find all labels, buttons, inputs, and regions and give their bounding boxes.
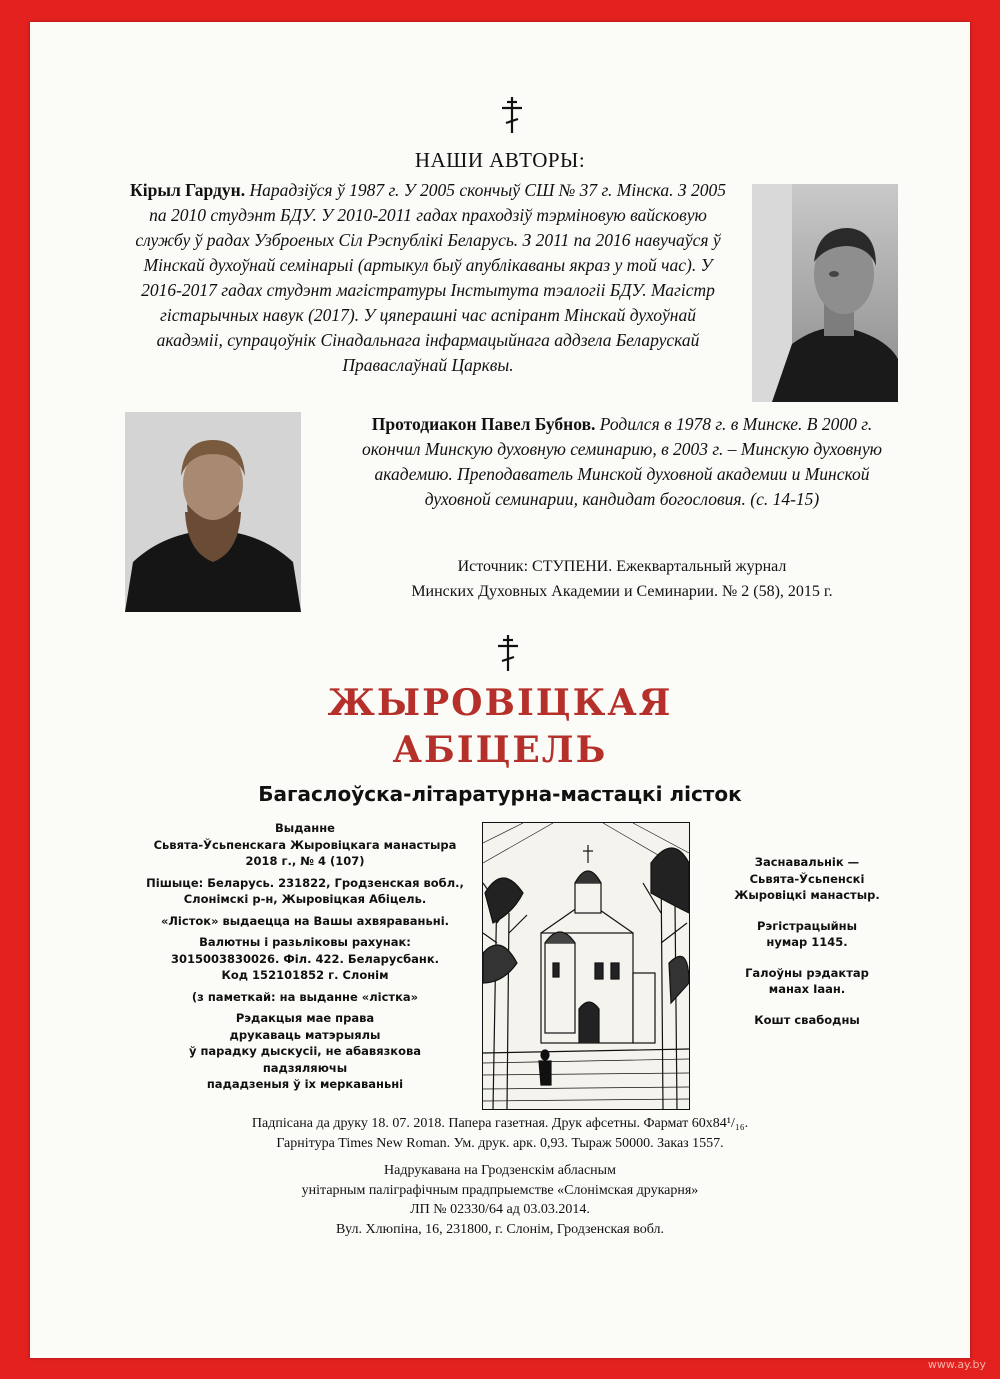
imprint-donations: «Лісток» выдаецца на Вашы ахвяраваньні.	[160, 913, 450, 928]
imprint-bank: Валютны і разьліковы рахунак: 3015003830026. Філ. 422. Беларусбанк. Код 152101852 г. Слонім	[170, 935, 440, 982]
author1-photo	[752, 184, 898, 402]
author2-bio-block	[352, 412, 892, 512]
masthead-subtitle: Багаслоўска-літаратурна-мастацкі лісток	[258, 782, 742, 806]
author1-name: Кірыл Гардун.	[130, 180, 246, 200]
imprint-registration: Рэгістрацыйны нумар 1145.	[757, 918, 857, 949]
imprint-founder: Заснавальнік — Сьвята-Ўсьпенскі Жыровіцкі манастыр.	[734, 855, 880, 902]
orthodox-cross-icon-2	[493, 634, 523, 672]
imprint-editor: Галоўны рэдактар манах Іаан.	[745, 965, 869, 996]
source-citation	[352, 554, 892, 604]
author2-photo	[125, 412, 301, 612]
source-line-2: Минских Духовных Академии и Семинарии. № 2 (58), 2015 г.	[411, 583, 833, 600]
section-heading: НАШИ АВТОРЫ:	[414, 148, 586, 172]
imprint-note: (з паметкай: на выданне «лістка»	[191, 989, 419, 1004]
imprint-disclaimer: Рэдакцыя мае права друкаваць матэрыялы ў парадку дыскусіі, не абавязкова падзяляючы пададзеныя ў іх меркаваньні	[188, 1011, 422, 1091]
newsletter-page	[30, 22, 970, 1358]
masthead-title-line-2: АБІЦЕЛЬ	[392, 729, 608, 771]
print-footer	[90, 1114, 910, 1247]
imprint-line: Выданне Сьвята-Ўсьпенскага Жыровіцкага манастыра 2018 г., № 4 (107)	[153, 821, 457, 868]
author2-bio: Родился в 1978 г. в Минске. В 2000 г. окончил Минскую духовную семинарию, в 2003 г. – Минскую духовную академию. Преподаватель Минской духовной академии и Минской духовной семинарии, кандидат богословия. (с. 14-15)	[362, 414, 882, 509]
source-line-1: Источник: СТУПЕНИ. Ежеквартальный журнал	[457, 558, 787, 575]
author2-name: Протодиакон Павел Бубнов.	[371, 414, 596, 434]
imprint-right	[702, 854, 912, 1033]
author1-bio-block	[128, 178, 728, 378]
printer-details: Надрукавана на Гродзенскім абласным унітарным паліграфічным прадпрыемстве «Слонімская друкарня» ЛП № 02330/64 ад 03.03.2014. Вул. Хлюпіна, 16, 231800, г. Слонім, Гродзенская вобл.	[301, 1163, 699, 1237]
imprint-price: Кошт свабодны	[754, 1012, 860, 1027]
print-details: Падпісана да друку 18. 07. 2018. Папера газетная. Друк афсетны. Фармат 60х84¹/₁₆. Гарнітура Times New Roman. Ум. друк. арк. 0,93. Тыраж 50000. Заказ 1557.	[251, 1116, 749, 1151]
watermark: www.ay.by	[927, 1358, 986, 1371]
imprint-left	[140, 820, 470, 1098]
orthodox-cross-icon	[497, 96, 527, 134]
imprint-address: Пішыце: Беларусь. 231822, Гродзенская вобл., Слонімскі р-н, Жыровіцкая Абіцель.	[146, 875, 464, 906]
author1-bio: Нарадзіўся ў 1987 г. У 2005 скончыў СШ № 37 г. Мінска. З 2005 па 2010 студэнт БДУ. У 2010-2011 гадах праходзіў тэрміновую вайсковую службу ў радах Узброеных Сіл Рэспублікі Беларусь. З 2011 па 2016 навучаўся ў Мінскай духоўнай семінарыі (артыкул быў апублікаваны якраз у той час). У 2016-2017 гадах студэнт магістратуры Інстытута тэалогіі БДУ. Магістр гістарычных навук (2017). У цяперашні час аспірант Мінскай духоўнай акадэміі, супрацоўнік Сінадальнага інфармацыйнага аддзела Беларускай Праваслаўнай Царквы.	[135, 180, 726, 375]
masthead-title-line-1: ЖЫРОВІЦКАЯ	[327, 682, 673, 724]
monastery-illustration	[482, 822, 690, 1110]
